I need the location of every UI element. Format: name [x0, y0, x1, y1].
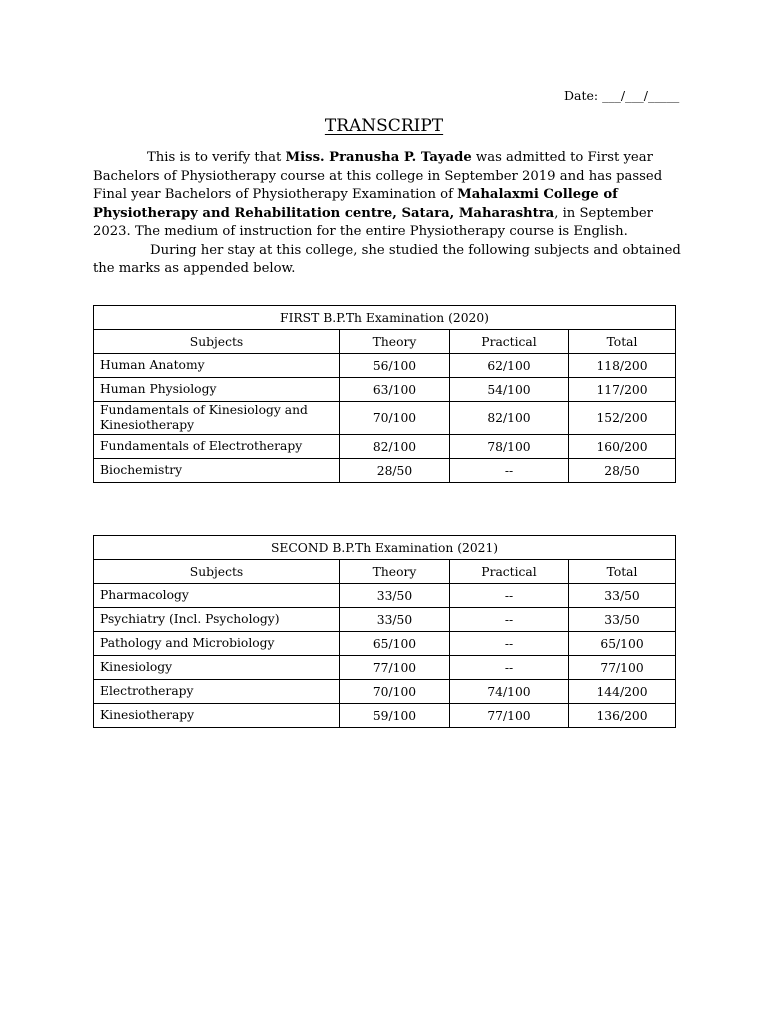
table-header-row	[94, 330, 676, 354]
practical-cell: 77/100	[450, 704, 569, 728]
header-practical: Practical	[450, 560, 569, 584]
practical-cell: 78/100	[450, 435, 569, 459]
total-cell: 144/200	[569, 680, 676, 704]
practical-cell: 54/100	[450, 378, 569, 402]
intro-p1-mid: was admitted to First year Bachelors of Physiotherapy course at this college in September 2019 and has passed Final year Bachelors of Physiotherapy Examination of	[93, 150, 663, 202]
total-cell: 160/200	[569, 435, 676, 459]
total-cell: 65/100	[569, 632, 676, 656]
theory-cell: 28/50	[340, 459, 450, 483]
table-row	[94, 378, 676, 402]
practical-cell: --	[450, 584, 569, 608]
table-caption: FIRST B.P.Th Examination (2020)	[94, 306, 676, 330]
subject-cell: Kinesiology	[94, 656, 340, 680]
student-name: Miss. Pranusha P. Tayade	[285, 150, 472, 165]
theory-cell: 63/100	[340, 378, 450, 402]
table-row	[94, 402, 676, 435]
subject-cell: Pathology and Microbiology	[94, 632, 340, 656]
practical-cell: 74/100	[450, 680, 569, 704]
subject-cell: Fundamentals of Electrotherapy	[94, 435, 340, 459]
table-row	[94, 632, 676, 656]
intro-paragraph-1	[93, 149, 683, 242]
subject-cell: Kinesiotherapy	[94, 704, 340, 728]
total-cell: 33/50	[569, 584, 676, 608]
subject-cell: Psychiatry (Incl. Psychology)	[94, 608, 340, 632]
header-subjects: Subjects	[94, 560, 340, 584]
intro-p1-post: , in September 2023. The medium of instruction for the entire Physiotherapy course is English.	[93, 205, 653, 239]
theory-cell: 77/100	[340, 656, 450, 680]
intro-text	[93, 149, 683, 279]
date-line	[564, 88, 679, 103]
table-row	[94, 608, 676, 632]
table-row	[94, 704, 676, 728]
theory-cell: 70/100	[340, 680, 450, 704]
total-cell: 33/50	[569, 608, 676, 632]
total-cell: 28/50	[569, 459, 676, 483]
page-title: TRANSCRIPT	[324, 116, 444, 136]
practical-cell: --	[450, 459, 569, 483]
table-row	[94, 435, 676, 459]
college-name: Mahalaxmi College of Physiotherapy and Rehabilitation centre, Satara, Maharashtra	[93, 187, 618, 221]
practical-cell: --	[450, 656, 569, 680]
first-bpth-marks-table	[93, 305, 676, 483]
second-bpth-marks-table	[93, 535, 676, 728]
table-row	[94, 656, 676, 680]
table-row	[94, 680, 676, 704]
theory-cell: 33/50	[340, 584, 450, 608]
practical-cell: 82/100	[450, 402, 569, 435]
total-cell: 117/200	[569, 378, 676, 402]
date-value: ___/___/_____	[602, 88, 680, 103]
intro-paragraph-2	[93, 242, 683, 279]
practical-cell: --	[450, 632, 569, 656]
table-caption: SECOND B.P.Th Examination (2021)	[94, 536, 676, 560]
practical-cell: 62/100	[450, 354, 569, 378]
table-row	[94, 354, 676, 378]
theory-cell: 59/100	[340, 704, 450, 728]
intro-p1-pre: This is to verify that	[147, 150, 286, 165]
total-cell: 136/200	[569, 704, 676, 728]
header-total: Total	[569, 330, 676, 354]
subject-cell: Electrotherapy	[94, 680, 340, 704]
subject-cell: Pharmacology	[94, 584, 340, 608]
table-row	[94, 459, 676, 483]
theory-cell: 56/100	[340, 354, 450, 378]
theory-cell: 82/100	[340, 435, 450, 459]
header-practical: Practical	[450, 330, 569, 354]
table-header-row	[94, 560, 676, 584]
intro-p2: During her stay at this college, she studied the following subjects and obtained the marks as appended below.	[93, 242, 681, 276]
header-subjects: Subjects	[94, 330, 340, 354]
date-label: Date:	[564, 88, 599, 103]
table-row	[94, 584, 676, 608]
subject-cell: Biochemistry	[94, 459, 340, 483]
theory-cell: 65/100	[340, 632, 450, 656]
total-cell: 152/200	[569, 402, 676, 435]
subject-cell: Fundamentals of Kinesiology and Kinesiotherapy	[94, 402, 340, 435]
subject-cell: Human Anatomy	[94, 354, 340, 378]
header-theory: Theory	[340, 330, 450, 354]
theory-cell: 33/50	[340, 608, 450, 632]
total-cell: 77/100	[569, 656, 676, 680]
theory-cell: 70/100	[340, 402, 450, 435]
subject-cell: Human Physiology	[94, 378, 340, 402]
header-theory: Theory	[340, 560, 450, 584]
header-total: Total	[569, 560, 676, 584]
practical-cell: --	[450, 608, 569, 632]
total-cell: 118/200	[569, 354, 676, 378]
